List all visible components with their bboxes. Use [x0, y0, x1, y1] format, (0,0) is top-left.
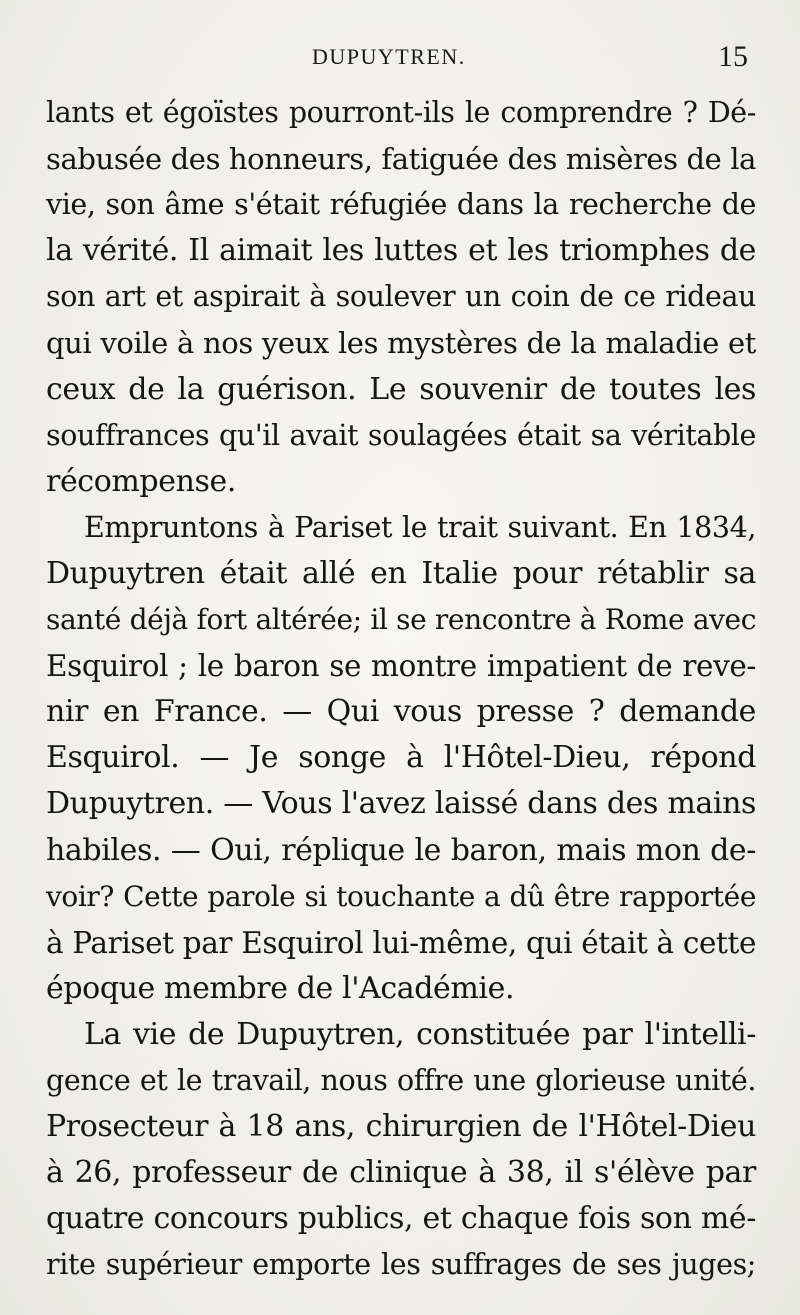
text-line: qui voile à nos yeux les mystères de la maladie et — [46, 326, 756, 361]
text-line: époque membre de l'Académie. — [46, 970, 515, 1006]
text-line: ceux de la guérison. Le souvenir de toutes les — [46, 371, 756, 407]
text-line: santé déjà fort altérée; il se rencontre à Rome avec — [46, 603, 756, 637]
running-title: DUPUYTREN. — [312, 44, 466, 69]
text-line: habiles. — Oui, réplique le baron, mais mon de- — [46, 832, 756, 868]
text-line: son art et aspirait à soulever un coin de ce rideau — [46, 280, 756, 314]
page-header — [0, 42, 800, 78]
text-line: à 26, professeur de clinique à 38, il s'élève par — [46, 1155, 756, 1191]
paragraph-1 — [46, 90, 756, 505]
text-line: rite supérieur emporte les suffrages de ses juges; — [46, 1248, 756, 1282]
text-line: récompense. — [46, 463, 236, 499]
text-line: Empruntons à Pariset le trait suivant. En 1834, — [84, 510, 756, 544]
text-line: quatre concours publics, et chaque fois son mé- — [46, 1201, 756, 1237]
text-line: vie, son âme s'était réfugiée dans la recherche de — [46, 188, 756, 222]
text-line: à Pariset par Esquirol lui-même, qui était à cette — [46, 925, 756, 960]
text-line: La vie de Dupuytren, constituée par l'intelli- — [84, 1016, 756, 1052]
text-line: Esquirol ; le baron se montre impatient de reve- — [46, 649, 756, 684]
text-line: Esquirol. — Je songe à l'Hôtel-Dieu, répond — [46, 740, 756, 776]
text-line: Dupuytren était allé en Italie pour rétablir sa — [46, 555, 756, 591]
text-line: voir? Cette parole si touchante a dû être rapportée — [46, 879, 756, 913]
text-line: nir en France. — Qui vous presse ? demande — [46, 694, 756, 730]
text-line: la vérité. Il aimait les luttes et les triomphes de — [46, 233, 756, 269]
text-line: sabusée des honneurs, fatiguée des misères de la — [46, 142, 756, 177]
page-number: 15 — [718, 40, 748, 73]
text-line: lants et égoïstes pourront-ils le comprendre ? Dé- — [46, 96, 756, 129]
body-text — [46, 90, 756, 1288]
text-line: Prosecteur à 18 ans, chirurgien de l'Hôtel-Dieu — [46, 1109, 756, 1145]
text-line: souffrances qu'il avait soulagées était sa véritable — [46, 418, 756, 452]
text-line: Dupuytren. — Vous l'avez laissé dans des mains — [46, 786, 756, 822]
text-line: gence et le travail, nous offre une glorieuse unité. — [46, 1063, 756, 1097]
paragraph-2 — [46, 505, 756, 1012]
paragraph-3 — [46, 1012, 756, 1289]
